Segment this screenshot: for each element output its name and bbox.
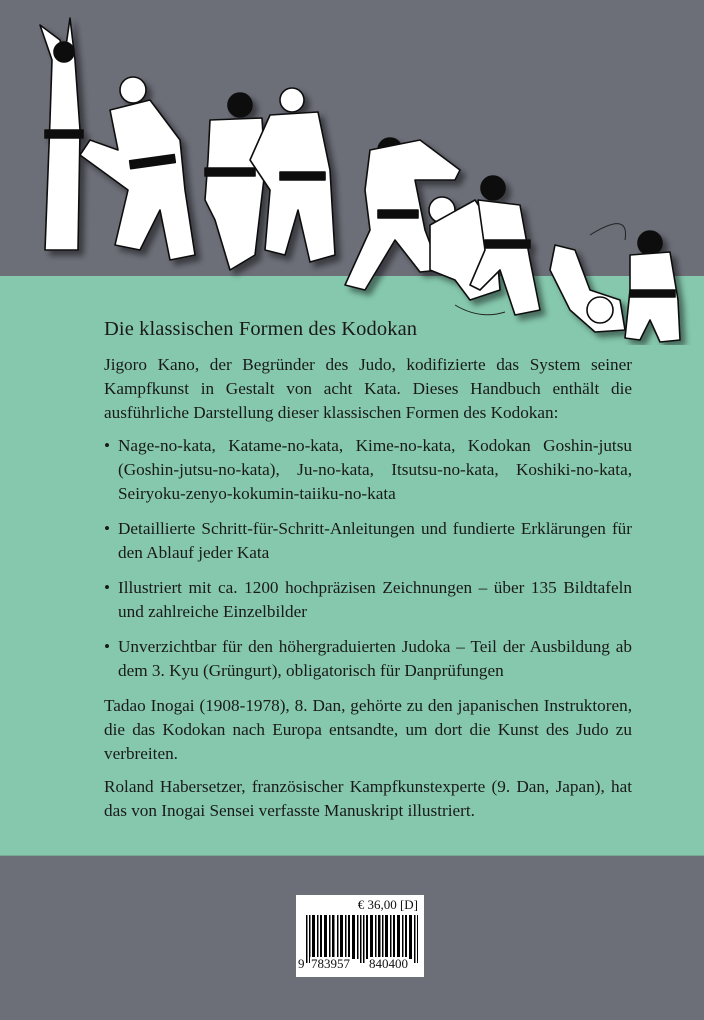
intro-paragraph: Jigoro Kano, der Begründer des Judo, kodifizierte das System seiner Kampfkunst in Gestalt von acht Kata. Dieses Handbuch enthält die ausführliche Darstellung dieser klassischen Formen des Kodokan: — [104, 355, 632, 422]
book-subtitle: Die klassischen Formen des Kodokan — [104, 318, 418, 340]
illustrator-bio: Roland Habersetzer, französischer Kampfkunstexperte (9. Dan, Japan), hat das von Inogai Sensei verfasste Manuskript illustriert. — [104, 777, 632, 820]
motion-arrow-1 — [590, 224, 626, 240]
isbn-group-2: 840400 — [369, 956, 408, 971]
author-bio: Tadao Inogai (1908-1978), 8. Dan, gehörte zu den japanischen Instruktoren, die das Kodokan nach Europa entsandte, um dort die Kunst des Judo zu verbreiten. — [104, 696, 632, 763]
judoka-figure-1 — [40, 18, 83, 250]
feature-item: • Nage-no-kata, Katame-no-kata, Kime-no-kata, Kodokan Goshin-jutsu (Goshin-jutsu-no-kata), Ju-no-kata, Itsutsu-no-kata, Koshiki-no-kata, Seiryoku-zenyo-kokumin-taiiku-no-kata — [104, 434, 632, 506]
price-label: € 36,00 [D] — [357, 897, 418, 912]
isbn-barcode — [296, 895, 424, 977]
feature-list — [104, 434, 632, 683]
judoka-figure-5 — [345, 138, 460, 290]
isbn-prefix: 9 — [298, 956, 305, 971]
isbn-group-1: 783957 — [311, 956, 350, 971]
back-cover-text — [104, 318, 632, 832]
judoka-figure-2 — [80, 77, 195, 260]
judoka-figure-3 — [205, 93, 265, 270]
feature-item: • Illustriert mit ca. 1200 hochpräzisen Zeichnungen – über 135 Bildtafeln und zahlreiche Einzelbilder — [104, 576, 632, 624]
judoka-figure-4 — [250, 88, 335, 262]
feature-item: • Detaillierte Schritt-für-Schritt-Anleitungen und fundierte Erklärungen für den Ablauf jeder Kata — [104, 517, 632, 565]
feature-item: • Unverzichtbar für den höhergraduierten Judoka – Teil der Ausbildung ab dem 3. Kyu (Grüngurt), obligatorisch für Danprüfungen — [104, 635, 632, 683]
